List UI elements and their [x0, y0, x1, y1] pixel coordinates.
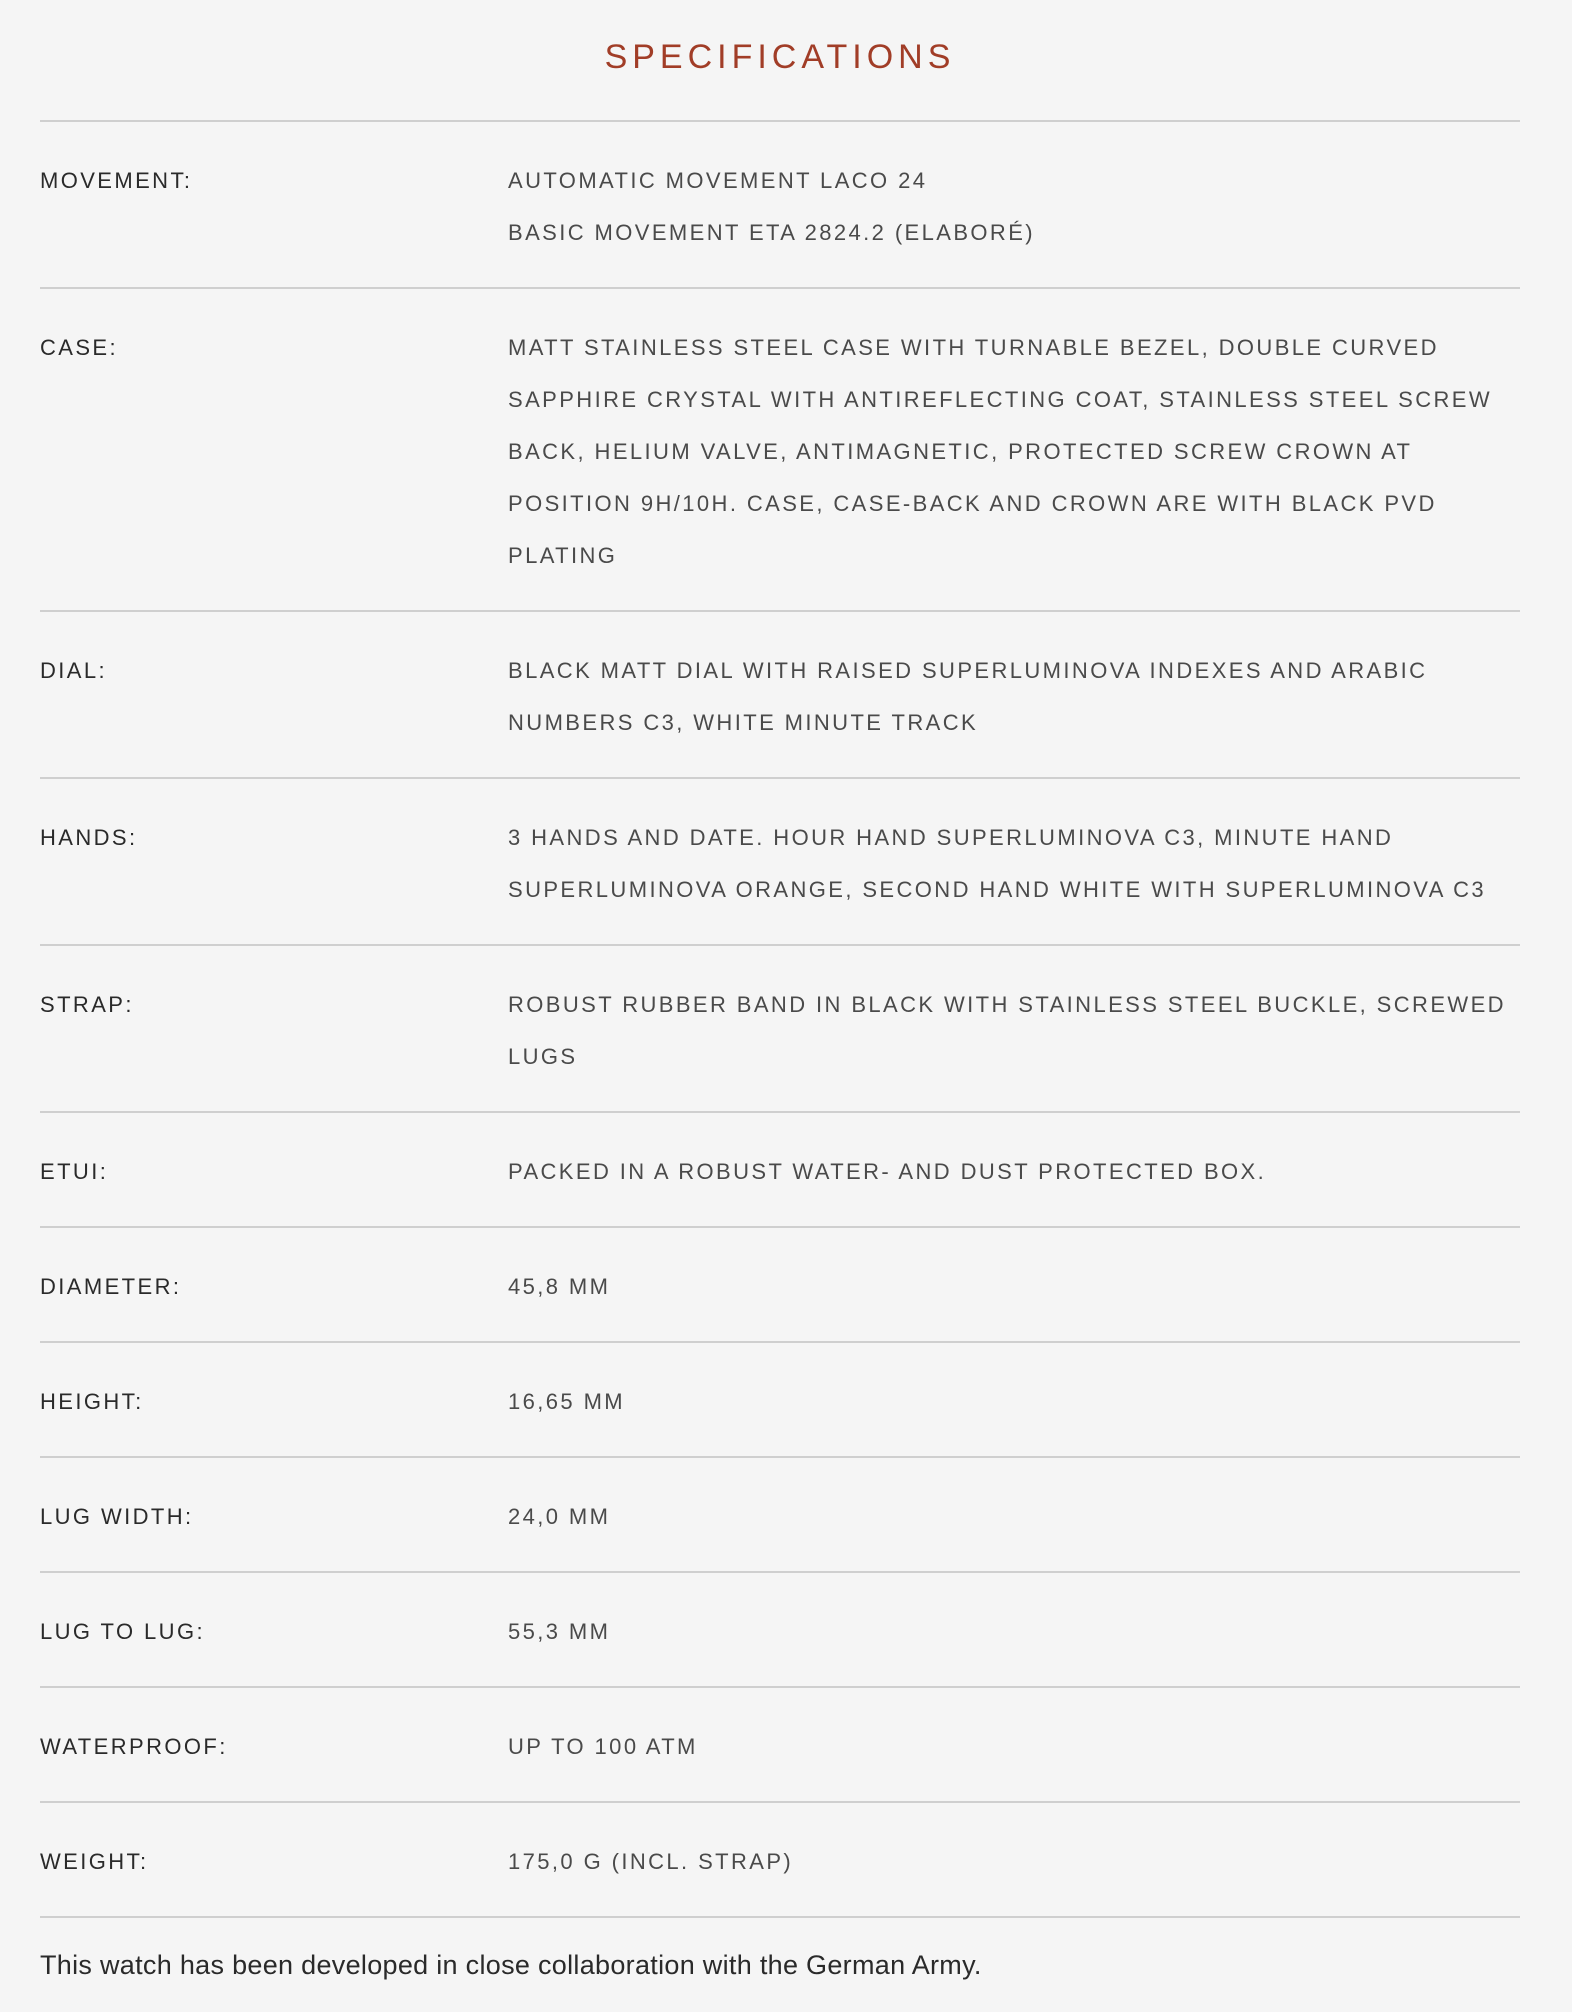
- spec-row-weight: [40, 1803, 1520, 1918]
- spec-value-line: 55,3 MM: [508, 1619, 611, 1644]
- spec-label: LUG TO LUG:: [40, 1619, 205, 1644]
- spec-row-diameter: [40, 1228, 1520, 1343]
- spec-label: HEIGHT:: [40, 1389, 144, 1414]
- spec-row-height: [40, 1343, 1520, 1458]
- spec-value: [508, 779, 1520, 944]
- spec-value-line: 24,0 MM: [508, 1504, 611, 1529]
- spec-value-line: 16,65 MM: [508, 1389, 626, 1414]
- spec-value: [508, 1228, 1520, 1341]
- spec-value-line: MATT STAINLESS STEEL CASE WITH TURNABLE BEZEL, DOUBLE CURVED: [508, 335, 1439, 360]
- spec-label: HANDS:: [40, 825, 138, 850]
- spec-row-case: [40, 289, 1520, 612]
- section-title: SPECIFICATIONS: [604, 38, 956, 76]
- spec-value-line: PLATING: [508, 543, 618, 568]
- spec-value-line: PACKED IN A ROBUST WATER- AND DUST PROTECTED BOX.: [508, 1159, 1267, 1184]
- spec-value-line: AUTOMATIC MOVEMENT LACO 24: [508, 168, 928, 193]
- spec-value: [508, 289, 1520, 610]
- spec-value-line: 3 HANDS AND DATE. HOUR HAND SUPERLUMINOVA C3, MINUTE HAND: [508, 825, 1394, 850]
- collaboration-note: This watch has been developed in close collaboration with the German Army.: [40, 1950, 982, 1980]
- spec-label: LUG WIDTH:: [40, 1504, 194, 1529]
- spec-value-line: UP TO 100 ATM: [508, 1734, 698, 1759]
- spec-label: WEIGHT:: [40, 1849, 149, 1874]
- spec-value: [508, 1803, 1520, 1916]
- spec-label: STRAP:: [40, 992, 134, 1017]
- spec-label: MOVEMENT:: [40, 168, 193, 193]
- spec-value-line: BLACK MATT DIAL WITH RAISED SUPERLUMINOVA INDEXES AND ARABIC: [508, 658, 1428, 683]
- spec-value: [508, 612, 1520, 777]
- spec-value-line: NUMBERS C3, WHITE MINUTE TRACK: [508, 710, 979, 735]
- spec-row-etui: [40, 1113, 1520, 1228]
- spec-label: DIAL:: [40, 658, 108, 683]
- spec-row-waterproof: [40, 1688, 1520, 1803]
- spec-value-line: SAPPHIRE CRYSTAL WITH ANTIREFLECTING COAT, STAINLESS STEEL SCREW: [508, 387, 1493, 412]
- spec-value: [508, 122, 1520, 287]
- spec-row-movement: [40, 122, 1520, 289]
- spec-value-line: LUGS: [508, 1044, 578, 1069]
- spec-value-line: BACK, HELIUM VALVE, ANTIMAGNETIC, PROTECTED SCREW CROWN AT: [508, 439, 1413, 464]
- spec-value: [508, 1573, 1520, 1686]
- spec-row-lug-to-lug: [40, 1573, 1520, 1688]
- spec-label: ETUI:: [40, 1159, 109, 1184]
- spec-label: DIAMETER:: [40, 1274, 182, 1299]
- spec-value-line: SUPERLUMINOVA ORANGE, SECOND HAND WHITE WITH SUPERLUMINOVA C3: [508, 877, 1487, 902]
- spec-value: [508, 1688, 1520, 1801]
- spec-label: CASE:: [40, 335, 119, 360]
- specs-table: [40, 120, 1520, 1918]
- spec-row-dial: [40, 612, 1520, 779]
- spec-value: [508, 1343, 1520, 1456]
- spec-value: [508, 1113, 1520, 1226]
- spec-label: WATERPROOF:: [40, 1734, 228, 1759]
- spec-value-line: 175,0 G (INCL. STRAP): [508, 1849, 794, 1874]
- spec-value-line: 45,8 MM: [508, 1274, 611, 1299]
- spec-row-hands: [40, 779, 1520, 946]
- spec-value: [508, 946, 1520, 1111]
- spec-row-strap: [40, 946, 1520, 1113]
- spec-row-lug-width: [40, 1458, 1520, 1573]
- spec-value-line: BASIC MOVEMENT ETA 2824.2 (ELABORÉ): [508, 220, 1035, 245]
- spec-value-line: ROBUST RUBBER BAND IN BLACK WITH STAINLESS STEEL BUCKLE, SCREWED: [508, 992, 1506, 1017]
- spec-value-line: POSITION 9H/10H. CASE, CASE-BACK AND CROWN ARE WITH BLACK PVD: [508, 491, 1437, 516]
- spec-value: [508, 1458, 1520, 1571]
